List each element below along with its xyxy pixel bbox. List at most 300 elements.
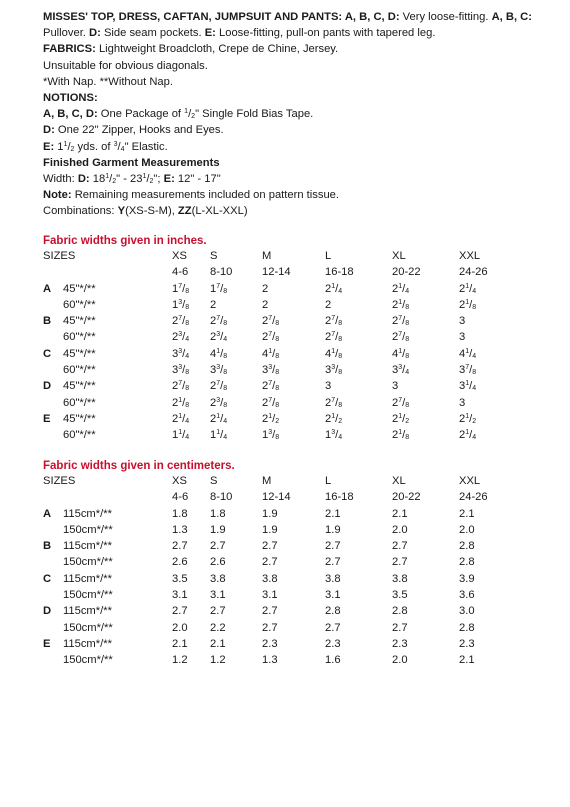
view-letter: B bbox=[43, 315, 52, 328]
fraction-denominator: 2 bbox=[338, 417, 343, 425]
whole-number: 2 bbox=[325, 396, 332, 409]
fabric-width: 150cm*/** bbox=[63, 589, 113, 602]
fraction-numerator: 7 bbox=[268, 331, 273, 339]
fraction-denominator: 8 bbox=[223, 320, 228, 328]
fraction-numerator: 7 bbox=[331, 396, 336, 404]
fabrics-text: Lightweight Broadcloth, Crepe de Chine, Jersey. bbox=[95, 43, 339, 56]
fraction-numerator: 3 bbox=[216, 331, 221, 339]
fraction-denominator: 8 bbox=[185, 303, 190, 311]
meterage-cell: 2.1 bbox=[459, 654, 475, 667]
fraction-denominator: 8 bbox=[185, 401, 190, 409]
meterage-cell: 3.1 bbox=[210, 589, 226, 602]
table-row bbox=[43, 652, 563, 668]
fraction-numerator: 3 bbox=[216, 396, 221, 404]
fraction-numerator: 1 bbox=[216, 429, 221, 437]
yardage-cell: $2^1/_2$ bbox=[459, 412, 477, 425]
yardage-cell bbox=[262, 297, 268, 313]
fraction-denominator: 4 bbox=[405, 369, 410, 377]
sizes-label: SIZES bbox=[43, 475, 76, 487]
combination-y-sizes: (XS-S-M), bbox=[125, 205, 178, 218]
whole-number: 2 bbox=[459, 429, 466, 442]
yardage-cell: $2^7/_8$ bbox=[392, 331, 410, 344]
fraction-numerator: 1 bbox=[268, 412, 273, 420]
yardage-cell: $2^1/_8$ bbox=[172, 396, 190, 409]
yardage-cell bbox=[459, 329, 465, 345]
table-row bbox=[43, 522, 563, 538]
whole-number: 3 bbox=[262, 364, 269, 377]
fraction-denominator: 4 bbox=[405, 287, 410, 295]
fabric-width: 150cm*/** bbox=[63, 654, 113, 667]
whole-number: 2 bbox=[392, 315, 399, 328]
whole-number: 4 bbox=[210, 347, 217, 360]
size-range-row bbox=[43, 489, 563, 505]
fraction-denominator: 8 bbox=[275, 434, 280, 442]
whole-number: 2 bbox=[392, 282, 399, 295]
yardage-cell: $2^1/_2$ bbox=[325, 412, 343, 425]
notion-1-post: " Single Fold Bias Tape. bbox=[195, 108, 314, 121]
fraction-denominator: 8 bbox=[405, 352, 410, 360]
whole-number: 2 bbox=[210, 396, 217, 409]
yardage-cell: $4^1/_8$ bbox=[210, 347, 228, 360]
meterage-cell: 2.7 bbox=[172, 540, 188, 553]
table-row bbox=[43, 362, 563, 378]
fraction-numerator: 3 bbox=[268, 429, 273, 437]
whole-number: 3 bbox=[459, 380, 466, 393]
table-row bbox=[43, 554, 563, 570]
size-xxl: XXL bbox=[459, 250, 481, 262]
view-letter: A bbox=[43, 282, 52, 295]
combinations-label: Combinations: bbox=[43, 205, 118, 218]
size-range: 8-10 bbox=[210, 491, 233, 504]
fraction-numerator: 1 bbox=[178, 412, 183, 420]
meterage-cell: 2.1 bbox=[325, 507, 341, 520]
whole-number: 3 bbox=[392, 364, 399, 377]
fraction-numerator: 1 bbox=[178, 396, 183, 404]
fraction-numerator: 1 bbox=[216, 347, 221, 355]
notion-3-label: E: bbox=[43, 140, 55, 153]
yardage-cell: $2^7/_8$ bbox=[325, 315, 343, 328]
whole-number: 1 bbox=[172, 298, 179, 311]
yardage-cell: $2^1/_4$ bbox=[172, 412, 190, 425]
centimeters-table bbox=[43, 459, 563, 669]
width-value: 12" - 17" bbox=[174, 172, 221, 185]
meterage-cell: 3.5 bbox=[172, 572, 188, 585]
notion-1-pre: One Package of bbox=[97, 108, 185, 121]
table-row bbox=[43, 587, 563, 603]
meterage-cell: 2.8 bbox=[459, 540, 475, 553]
whole-number: 2 bbox=[172, 315, 179, 328]
view-letter: D bbox=[43, 380, 52, 393]
notion-1: A, B, C, D: One Package of $^1/_2$" Single Fold Bias Tape. bbox=[43, 108, 314, 121]
whole-number: 2 bbox=[325, 298, 332, 311]
table-row bbox=[43, 636, 563, 652]
whole-number: 2 bbox=[459, 298, 466, 311]
whole-number: 2 bbox=[459, 282, 466, 295]
whole-number: 2 bbox=[172, 331, 179, 344]
yardage-cell: $1^3/_8$ bbox=[262, 429, 280, 442]
fraction-denominator: 8 bbox=[275, 385, 280, 393]
whole-number: 3 bbox=[459, 315, 466, 328]
fabric-width: 45"*/** bbox=[63, 315, 96, 328]
combinations-line bbox=[43, 203, 563, 219]
pattern-description bbox=[43, 9, 563, 219]
meterage-cell: 1.9 bbox=[325, 523, 341, 536]
whole-number: 1 bbox=[210, 282, 217, 295]
note-label: Note: bbox=[43, 189, 72, 202]
table-row bbox=[43, 378, 563, 394]
yardage-cell bbox=[459, 395, 465, 411]
size-range: 4-6 bbox=[172, 266, 189, 279]
yardage-cell bbox=[262, 281, 268, 297]
fraction-denominator: 4 bbox=[223, 434, 228, 442]
size-range: 24-26 bbox=[459, 491, 488, 504]
fraction-denominator: 8 bbox=[185, 320, 190, 328]
table-row bbox=[43, 313, 563, 329]
fraction-denominator: 4 bbox=[185, 434, 190, 442]
meterage-cell: 3.8 bbox=[210, 572, 226, 585]
fraction-numerator: 3 bbox=[178, 364, 183, 372]
table-row bbox=[43, 620, 563, 636]
whole-number: 2 bbox=[392, 298, 399, 311]
whole-number: 2 bbox=[325, 412, 332, 425]
yardage-cell bbox=[210, 297, 216, 313]
fabric-width: 150cm*/** bbox=[63, 556, 113, 569]
meterage-cell: 2.7 bbox=[325, 556, 341, 569]
size-range: 8-10 bbox=[210, 266, 233, 279]
sizes-header-row bbox=[43, 473, 563, 489]
description-pockets: Side seam pockets. bbox=[100, 27, 205, 40]
fraction-denominator: 8 bbox=[223, 401, 228, 409]
fraction-numerator: 7 bbox=[331, 331, 336, 339]
yardage-cell: $2^1/_4$ bbox=[325, 282, 343, 295]
fraction-denominator: 2 bbox=[191, 113, 196, 121]
fraction-denominator: 8 bbox=[275, 336, 280, 344]
fraction-denominator: 8 bbox=[472, 303, 477, 311]
whole-number: 3 bbox=[459, 331, 466, 344]
fraction-numerator: 1 bbox=[178, 429, 183, 437]
fraction-denominator: 8 bbox=[338, 401, 343, 409]
fraction-denominator: 8 bbox=[185, 385, 190, 393]
fraction-denominator: 2 bbox=[70, 145, 75, 153]
fraction-numerator: 1 bbox=[465, 380, 470, 388]
yardage-cell: $2^3/_4$ bbox=[172, 331, 190, 344]
fraction-denominator: 8 bbox=[223, 287, 228, 295]
fabrics-label: FABRICS: bbox=[43, 43, 96, 56]
description-title-line bbox=[43, 9, 563, 25]
fraction-numerator: 1 bbox=[465, 412, 470, 420]
size-xs: XS bbox=[172, 475, 187, 487]
yardage-cell bbox=[325, 378, 331, 394]
meterage-cell: 2.3 bbox=[392, 637, 408, 650]
fraction-numerator: 3 bbox=[216, 364, 221, 372]
whole-number: 2 bbox=[459, 412, 466, 425]
meterage-cell: 1.8 bbox=[210, 507, 226, 520]
fabric-width: 115cm*/** bbox=[63, 605, 112, 618]
fraction-numerator: 1 bbox=[331, 282, 336, 290]
fraction-denominator: 8 bbox=[405, 336, 410, 344]
whole-number: 2 bbox=[325, 315, 332, 328]
view-letter: E bbox=[43, 412, 51, 425]
fraction-denominator: 8 bbox=[275, 320, 280, 328]
whole-number: 2 bbox=[210, 298, 217, 311]
meterage-cell: 2.1 bbox=[172, 637, 188, 650]
fraction-denominator: 4 bbox=[338, 287, 343, 295]
fraction-denominator: 8 bbox=[405, 320, 410, 328]
fraction-numerator: 3 bbox=[331, 429, 336, 437]
view-letter: B bbox=[43, 540, 52, 553]
notion-3-pre: 1 bbox=[54, 140, 64, 153]
fraction-denominator: 4 bbox=[338, 434, 343, 442]
whole-number: 2 bbox=[325, 282, 332, 295]
yardage-cell: $2^7/_8$ bbox=[262, 331, 280, 344]
sizes-label: SIZES bbox=[43, 250, 76, 262]
fraction-denominator: 8 bbox=[338, 369, 343, 377]
table-row bbox=[43, 571, 563, 587]
meterage-cell: 1.2 bbox=[172, 654, 188, 667]
whole-number: 2 bbox=[262, 282, 269, 295]
note-line bbox=[43, 187, 563, 203]
whole-number: 3 bbox=[172, 364, 179, 377]
meterage-cell: 2.3 bbox=[262, 637, 278, 650]
size-range: 20-22 bbox=[392, 491, 421, 504]
fraction-numerator: 1 bbox=[465, 429, 470, 437]
fraction-numerator: 1 bbox=[184, 108, 189, 116]
fabrics-line bbox=[43, 41, 563, 57]
fraction-denominator: 4 bbox=[472, 434, 477, 442]
meterage-cell: 2.0 bbox=[459, 523, 475, 536]
whole-number: 4 bbox=[392, 347, 399, 360]
fraction-numerator: 7 bbox=[178, 315, 183, 323]
fraction-denominator: 8 bbox=[338, 352, 343, 360]
whole-number: 2 bbox=[262, 315, 269, 328]
fraction-denominator: 8 bbox=[275, 352, 280, 360]
width-value: 18 bbox=[89, 172, 106, 185]
fraction-numerator: 7 bbox=[465, 364, 470, 372]
fraction-denominator: 4 bbox=[472, 385, 477, 393]
fraction-denominator: 8 bbox=[405, 434, 410, 442]
yardage-cell: $2^1/_4$ bbox=[392, 282, 410, 295]
whole-number: 3 bbox=[325, 364, 332, 377]
width-value: " - 23 bbox=[116, 172, 143, 185]
yardage-cell: $2^7/_8$ bbox=[325, 396, 343, 409]
notion-2 bbox=[43, 122, 563, 138]
fraction-numerator: 1 bbox=[398, 347, 403, 355]
table-row bbox=[43, 297, 563, 313]
yardage-cell: $2^1/_4$ bbox=[459, 429, 477, 442]
width-view-d: D: bbox=[77, 172, 90, 185]
fraction-numerator: 7 bbox=[398, 396, 403, 404]
meterage-cell: 2.7 bbox=[210, 540, 226, 553]
meterage-cell: 2.7 bbox=[262, 556, 278, 569]
yardage-cell: $2^7/_8$ bbox=[172, 315, 190, 328]
whole-number: 3 bbox=[392, 380, 399, 393]
meterage-cell: 1.2 bbox=[210, 654, 226, 667]
yardage-cell: $4^1/_8$ bbox=[262, 347, 280, 360]
whole-number: 2 bbox=[262, 298, 269, 311]
yardage-cell: $3^3/_8$ bbox=[262, 364, 280, 377]
width-value: "; bbox=[153, 172, 164, 185]
table-title: Fabric widths given in centimeters. bbox=[43, 460, 235, 472]
whole-number: 2 bbox=[210, 380, 217, 393]
fraction-denominator: 8 bbox=[405, 303, 410, 311]
fabric-width: 60"*/** bbox=[63, 429, 96, 442]
whole-number: 2 bbox=[262, 380, 269, 393]
yardage-cell: $2^7/_8$ bbox=[392, 396, 410, 409]
size-m: M bbox=[262, 475, 272, 487]
meterage-cell: 2.7 bbox=[325, 621, 341, 634]
fabric-width: 45"*/** bbox=[63, 282, 96, 295]
table-row bbox=[43, 411, 563, 427]
fraction-denominator: 4 bbox=[185, 336, 190, 344]
view-letter: C bbox=[43, 347, 52, 360]
meterage-cell: 3.5 bbox=[392, 589, 408, 602]
yardage-cell: $1^3/_8$ bbox=[172, 298, 190, 311]
yardage-cell: $4^1/_8$ bbox=[392, 347, 410, 360]
fraction-denominator: 4 bbox=[223, 417, 228, 425]
yardage-cell: $3^3/_8$ bbox=[325, 364, 343, 377]
view-letter: A bbox=[43, 507, 52, 520]
view-letter: E bbox=[43, 637, 51, 650]
meterage-cell: 2.7 bbox=[262, 605, 278, 618]
nap-line: *With Nap. **Without Nap. bbox=[43, 75, 173, 88]
yardage-cell: $1^7/_8$ bbox=[172, 282, 190, 295]
meterage-cell: 1.9 bbox=[262, 523, 278, 536]
table-row bbox=[43, 346, 563, 362]
notion-3-mid: yds. of bbox=[74, 140, 114, 153]
fraction-numerator: 1 bbox=[331, 412, 336, 420]
fabric-width: 115cm*/** bbox=[63, 507, 112, 520]
meterage-cell: 2.8 bbox=[459, 621, 475, 634]
fraction-numerator: 7 bbox=[178, 282, 183, 290]
whole-number: 4 bbox=[325, 347, 332, 360]
finished-heading: Finished Garment Measurements bbox=[43, 156, 220, 169]
whole-number: 1 bbox=[262, 429, 269, 442]
fraction-denominator: 4 bbox=[185, 352, 190, 360]
whole-number: 2 bbox=[210, 315, 217, 328]
fraction-numerator: 3 bbox=[268, 364, 273, 372]
fabric-width: 150cm*/** bbox=[63, 523, 113, 536]
yardage-cell: $3^1/_4$ bbox=[459, 380, 477, 393]
fraction-numerator: 1 bbox=[398, 429, 403, 437]
yardage-cell: $2^1/_4$ bbox=[459, 282, 477, 295]
meterage-cell: 3.6 bbox=[459, 589, 475, 602]
table-row bbox=[43, 603, 563, 619]
inches-table bbox=[43, 234, 563, 444]
size-range: 12-14 bbox=[262, 266, 291, 279]
fraction-numerator: 1 bbox=[63, 140, 68, 148]
table-title: Fabric widths given in inches. bbox=[43, 235, 207, 247]
fabric-width: 60"*/** bbox=[63, 331, 96, 344]
notion-1-label: A, B, C, D: bbox=[43, 108, 98, 121]
meterage-cell: 2.6 bbox=[210, 556, 226, 569]
yardage-cell: $2^3/_8$ bbox=[210, 396, 228, 409]
fraction-denominator: 8 bbox=[472, 369, 477, 377]
meterage-cell: 1.8 bbox=[172, 507, 188, 520]
yardage-cell: $2^1/_4$ bbox=[210, 412, 228, 425]
fraction-numerator: 3 bbox=[178, 347, 183, 355]
description-view-d: D: bbox=[89, 27, 101, 40]
meterage-cell: 3.8 bbox=[325, 572, 341, 585]
fraction-numerator: 7 bbox=[216, 282, 221, 290]
table-row bbox=[43, 427, 563, 443]
size-range-row bbox=[43, 264, 563, 280]
yardage-cell: $2^7/_8$ bbox=[262, 315, 280, 328]
yardage-cell: $1^7/_8$ bbox=[210, 282, 228, 295]
fabric-width: 150cm*/** bbox=[63, 621, 113, 634]
meterage-cell: 1.3 bbox=[262, 654, 278, 667]
whole-number: 2 bbox=[210, 331, 217, 344]
fraction-denominator: 2 bbox=[112, 177, 117, 185]
fabric-width: 60"*/** bbox=[63, 298, 96, 311]
meterage-cell: 2.8 bbox=[459, 556, 475, 569]
fabric-width: 115cm*/** bbox=[63, 572, 112, 585]
meterage-cell: 2.3 bbox=[325, 637, 341, 650]
notion-3: E: $1^1/_2$ yds. of $^3/_4$" Elastic. bbox=[43, 140, 168, 153]
fraction-numerator: 1 bbox=[268, 347, 273, 355]
yardage-cell: $3^3/_8$ bbox=[172, 364, 190, 377]
notion-2-text: One 22" Zipper, Hooks and Eyes. bbox=[54, 124, 224, 137]
size-range: 4-6 bbox=[172, 491, 189, 504]
table-row bbox=[43, 538, 563, 554]
meterage-cell: 2.8 bbox=[392, 605, 408, 618]
yardage-cell: $3^7/_8$ bbox=[459, 364, 477, 377]
fraction-numerator: 3 bbox=[113, 140, 118, 148]
fraction-denominator: 8 bbox=[185, 369, 190, 377]
fraction-numerator: 1 bbox=[465, 347, 470, 355]
size-s: S bbox=[210, 475, 218, 487]
fraction-numerator: 3 bbox=[178, 331, 183, 339]
fraction-numerator: 1 bbox=[331, 347, 336, 355]
yardage-cell bbox=[392, 378, 398, 394]
fraction-denominator: 8 bbox=[185, 287, 190, 295]
yardage-cell: $2^7/_8$ bbox=[262, 396, 280, 409]
size-l: L bbox=[325, 250, 332, 262]
fraction-denominator: 2 bbox=[472, 417, 477, 425]
fraction-denominator: 8 bbox=[338, 336, 343, 344]
yardage-cell bbox=[459, 313, 465, 329]
description-fit: Very loose-fitting. bbox=[399, 11, 492, 23]
fraction-denominator: 8 bbox=[223, 352, 228, 360]
combination-zz: ZZ bbox=[177, 205, 192, 218]
notions-heading: NOTIONS: bbox=[43, 91, 98, 104]
meterage-cell: 2.0 bbox=[392, 654, 408, 667]
meterage-cell: 2.1 bbox=[392, 507, 408, 520]
fraction-numerator: 3 bbox=[331, 364, 336, 372]
fraction-denominator: 2 bbox=[149, 177, 154, 185]
yardage-cell: $2^7/_8$ bbox=[262, 380, 280, 393]
yardage-cell: $2^7/_8$ bbox=[172, 380, 190, 393]
fraction-denominator: 8 bbox=[223, 385, 228, 393]
fraction-denominator: 8 bbox=[223, 369, 228, 377]
meterage-cell: 2.1 bbox=[459, 507, 475, 520]
whole-number: 2 bbox=[172, 412, 179, 425]
description-title: MISSES' TOP, DRESS, CAFTAN, JUMPSUIT AND PANTS: A, B, C, D: bbox=[43, 11, 400, 23]
width-view-e: E: bbox=[163, 172, 175, 185]
fraction-numerator: 7 bbox=[178, 380, 183, 388]
fraction-numerator: 7 bbox=[398, 331, 403, 339]
sizes-header-row bbox=[43, 248, 563, 264]
fraction-numerator: 1 bbox=[105, 172, 110, 180]
meterage-cell: 2.7 bbox=[392, 540, 408, 553]
fraction-denominator: 4 bbox=[472, 352, 477, 360]
fraction-numerator: 7 bbox=[268, 315, 273, 323]
yardage-cell: $3^3/_4$ bbox=[172, 347, 190, 360]
fraction-numerator: 1 bbox=[398, 412, 403, 420]
description-pants: Loose-fitting, pull-on pants with tapered leg. bbox=[215, 27, 436, 40]
whole-number: 2 bbox=[172, 396, 179, 409]
whole-number: 1 bbox=[210, 429, 217, 442]
fabric-width: 45"*/** bbox=[63, 380, 96, 393]
